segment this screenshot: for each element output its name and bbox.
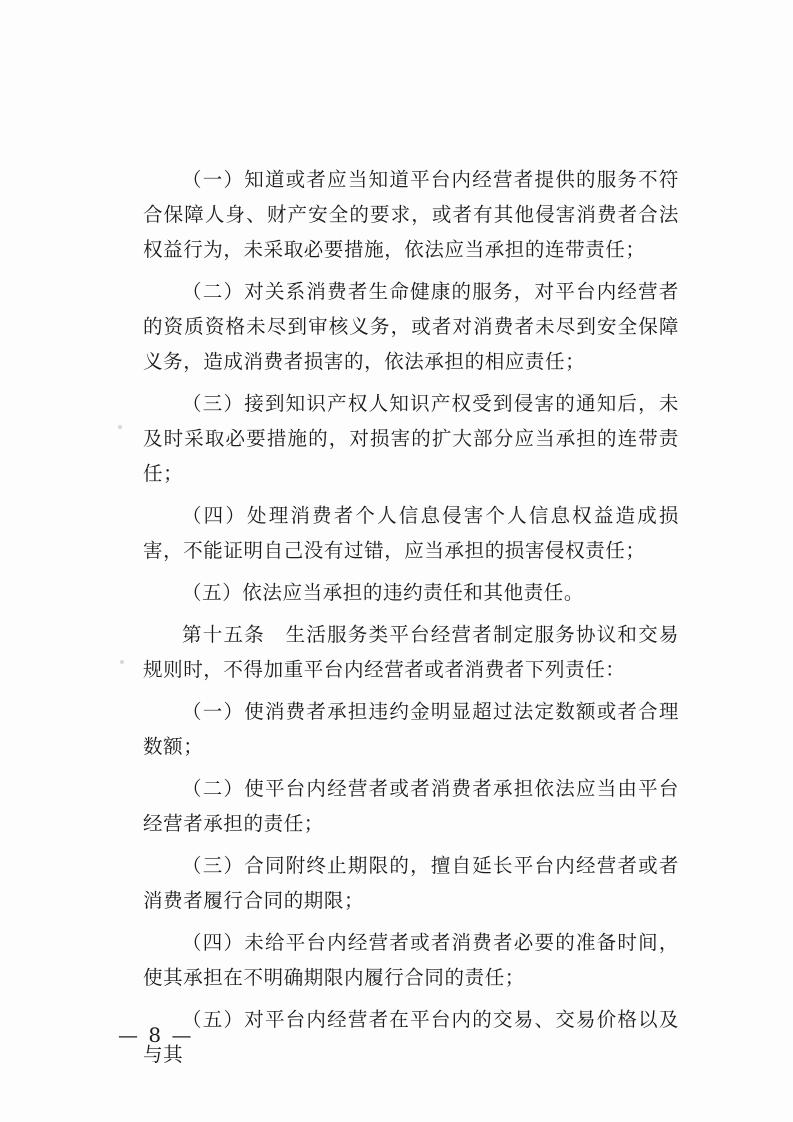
clause-paragraph: （一）使消费者承担违约金明显超过法定数额或者合理数额； [143, 700, 679, 758]
clause-paragraph: （三）合同附终止期限的，擅自延长平台内经营者或者消费者履行合同的期限； [143, 854, 679, 912]
scan-speck [120, 660, 124, 664]
clause-paragraph: （二）使平台内经营者或者消费者承担依法应当由平台经营者承担的责任； [143, 777, 679, 835]
page-number: — 8 — [118, 1023, 194, 1047]
document-body [143, 162, 679, 1072]
clause-paragraph: （二）对关系消费者生命健康的服务，对平台内经营者的资质资格未尽到审核义务，或者对消费者未尽到安全保障义务，造成消费者损害的，依法承担的相应责任； [143, 280, 679, 373]
clause-paragraph: （五）依法应当承担的违约责任和其他责任。 [182, 581, 585, 604]
clause-paragraph: （三）接到知识产权人知识产权受到侵害的通知后，未及时采取必要措施的，对损害的扩大部分应当承担的连带责任； [143, 392, 679, 485]
article-heading-paragraph: 第十五条 生活服务类平台经营者制定服务协议和交易规则时，不得加重平台内经营者或者消费者下列责任： [143, 623, 679, 681]
clause-paragraph: （五）对平台内经营者在平台内的交易、交易价格以及与其 [143, 1008, 679, 1066]
clause-paragraph: （一）知道或者应当知道平台内经营者提供的服务不符合保障人身、财产安全的要求，或者有其他侵害消费者合法权益行为，未采取必要措施，依法应当承担的连带责任； [143, 168, 679, 261]
clause-paragraph: （四）未给平台内经营者或者消费者必要的准备时间，使其承担在不明确期限内履行合同的责任； [143, 931, 679, 989]
clause-paragraph: （四）处理消费者个人信息侵害个人信息权益造成损害，不能证明自己没有过错，应当承担的损害侵权责任； [143, 504, 679, 562]
scan-speck [118, 425, 122, 429]
